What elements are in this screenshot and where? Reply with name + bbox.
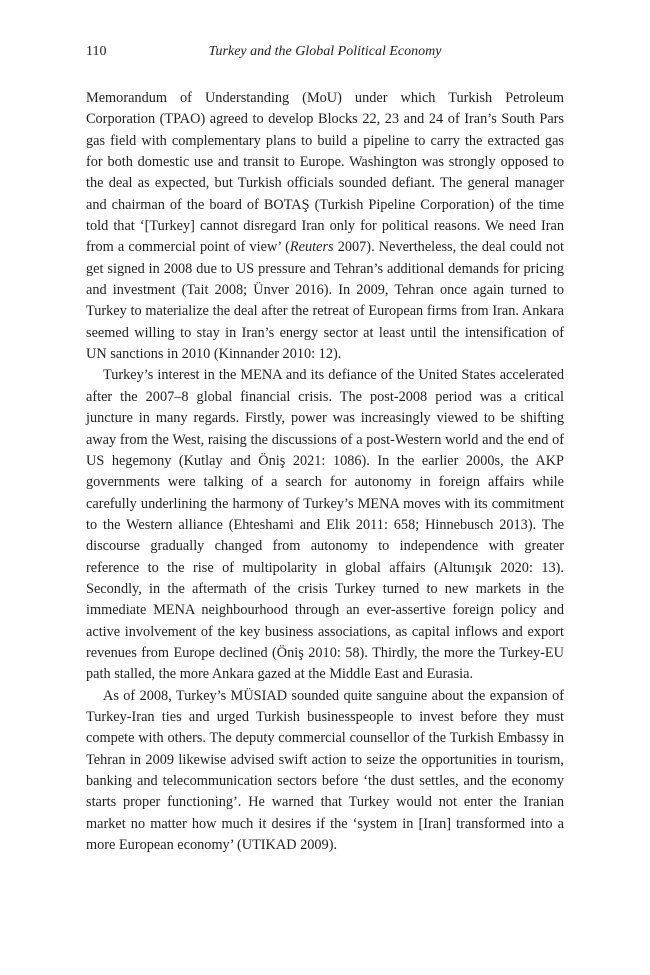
page-header bbox=[86, 44, 564, 64]
citation-reuters: Reuters bbox=[289, 239, 334, 256]
body-text bbox=[86, 88, 564, 856]
paragraph-1-text-b: 2007). Nevertheless, the deal could not get signed in 2008 due to US pressure and Tehran’s additional demands for pricing and investment (Tait 2008; Ünver 2016). In 2009, Tehran once again turned to Turkey to materialize the deal after the retreat of European firms from Iran. Ankara seemed willing to stay in Iran’s energy sector at least until the intensification of UN sanctions in 2010 (Kinnander 2010: 12). bbox=[86, 239, 564, 363]
paragraph-3: As of 2008, Turkey’s MÜSIAD sounded quite sanguine about the expansion of Turkey-Iran ties and urged Turkish businesspeople to invest before they must compete with others. The deputy commercial counsellor of the Turkish Embassy in Tehran in 2009 likewise advised swift action to seize the opportunities in tourism, banking and telecommunication sectors before ‘the dust settles, and the economy starts proper functioning’. He warned that Turkey would not enter the Iranian market no matter how much it desires if the ‘system in [Iran] transformed into a more European economy’ (UTIKAD 2009). bbox=[86, 687, 564, 854]
paragraph-1 bbox=[86, 88, 564, 365]
paragraph-1-text-a: Memorandum of Understanding (MoU) under which Turkish Petroleum Corporation (TPAO) agreed to develop Blocks 22, 23 and 24 of Iran’s South Pars gas field with complementary plans to build a pipeline to carry the extracted gas for both domestic use and transit to Europe. Washington was strongly opposed to the deal as expected, but Turkish officials sounded defiant. The general manager and chairman of the board of BOTAŞ (Turkish Pipeline Corporation) of the time told that ‘[Turkey] cannot disregard Iran only for political reasons. We need Iran from a commercial point of view’ ( bbox=[86, 90, 564, 256]
running-head-title: Turkey and the Global Political Economy bbox=[208, 44, 442, 59]
page-number: 110 bbox=[86, 44, 107, 59]
paragraph-2: Turkey’s interest in the MENA and its defiance of the United States accelerated after the 2007–8 global financial crisis. The post-2008 period was a critical juncture in many regards. Firstly, power was increasingly viewed to be shifting away from the West, raising the discussions of a post-Western world and the end of US hegemony (Kutlay and Öniş 2021: 1086). In the earlier 2000s, the AKP governments were talking of a search for autonomy in foreign affairs while carefully underlining the harmony of Turkey’s MENA moves with its commitment to the Western alliance (Ehteshami and Elik 2011: 658; Hinnebusch 2013). The discourse gradually changed from autonomy to independence with greater reference to the rise of multipolarity in global affairs (Altunışık 2020: 13). Secondly, in the aftermath of the crisis Turkey turned to new markets in the immediate MENA neighbourhood through an ever-assertive foreign policy and active involvement of the key business associations, as capital inflows and export revenues from Europe declined (Öniş 2010: 58). Thirdly, the more the Turkey-EU path stalled, the more Ankara gazed at the Middle East and Eurasia. bbox=[86, 367, 564, 683]
